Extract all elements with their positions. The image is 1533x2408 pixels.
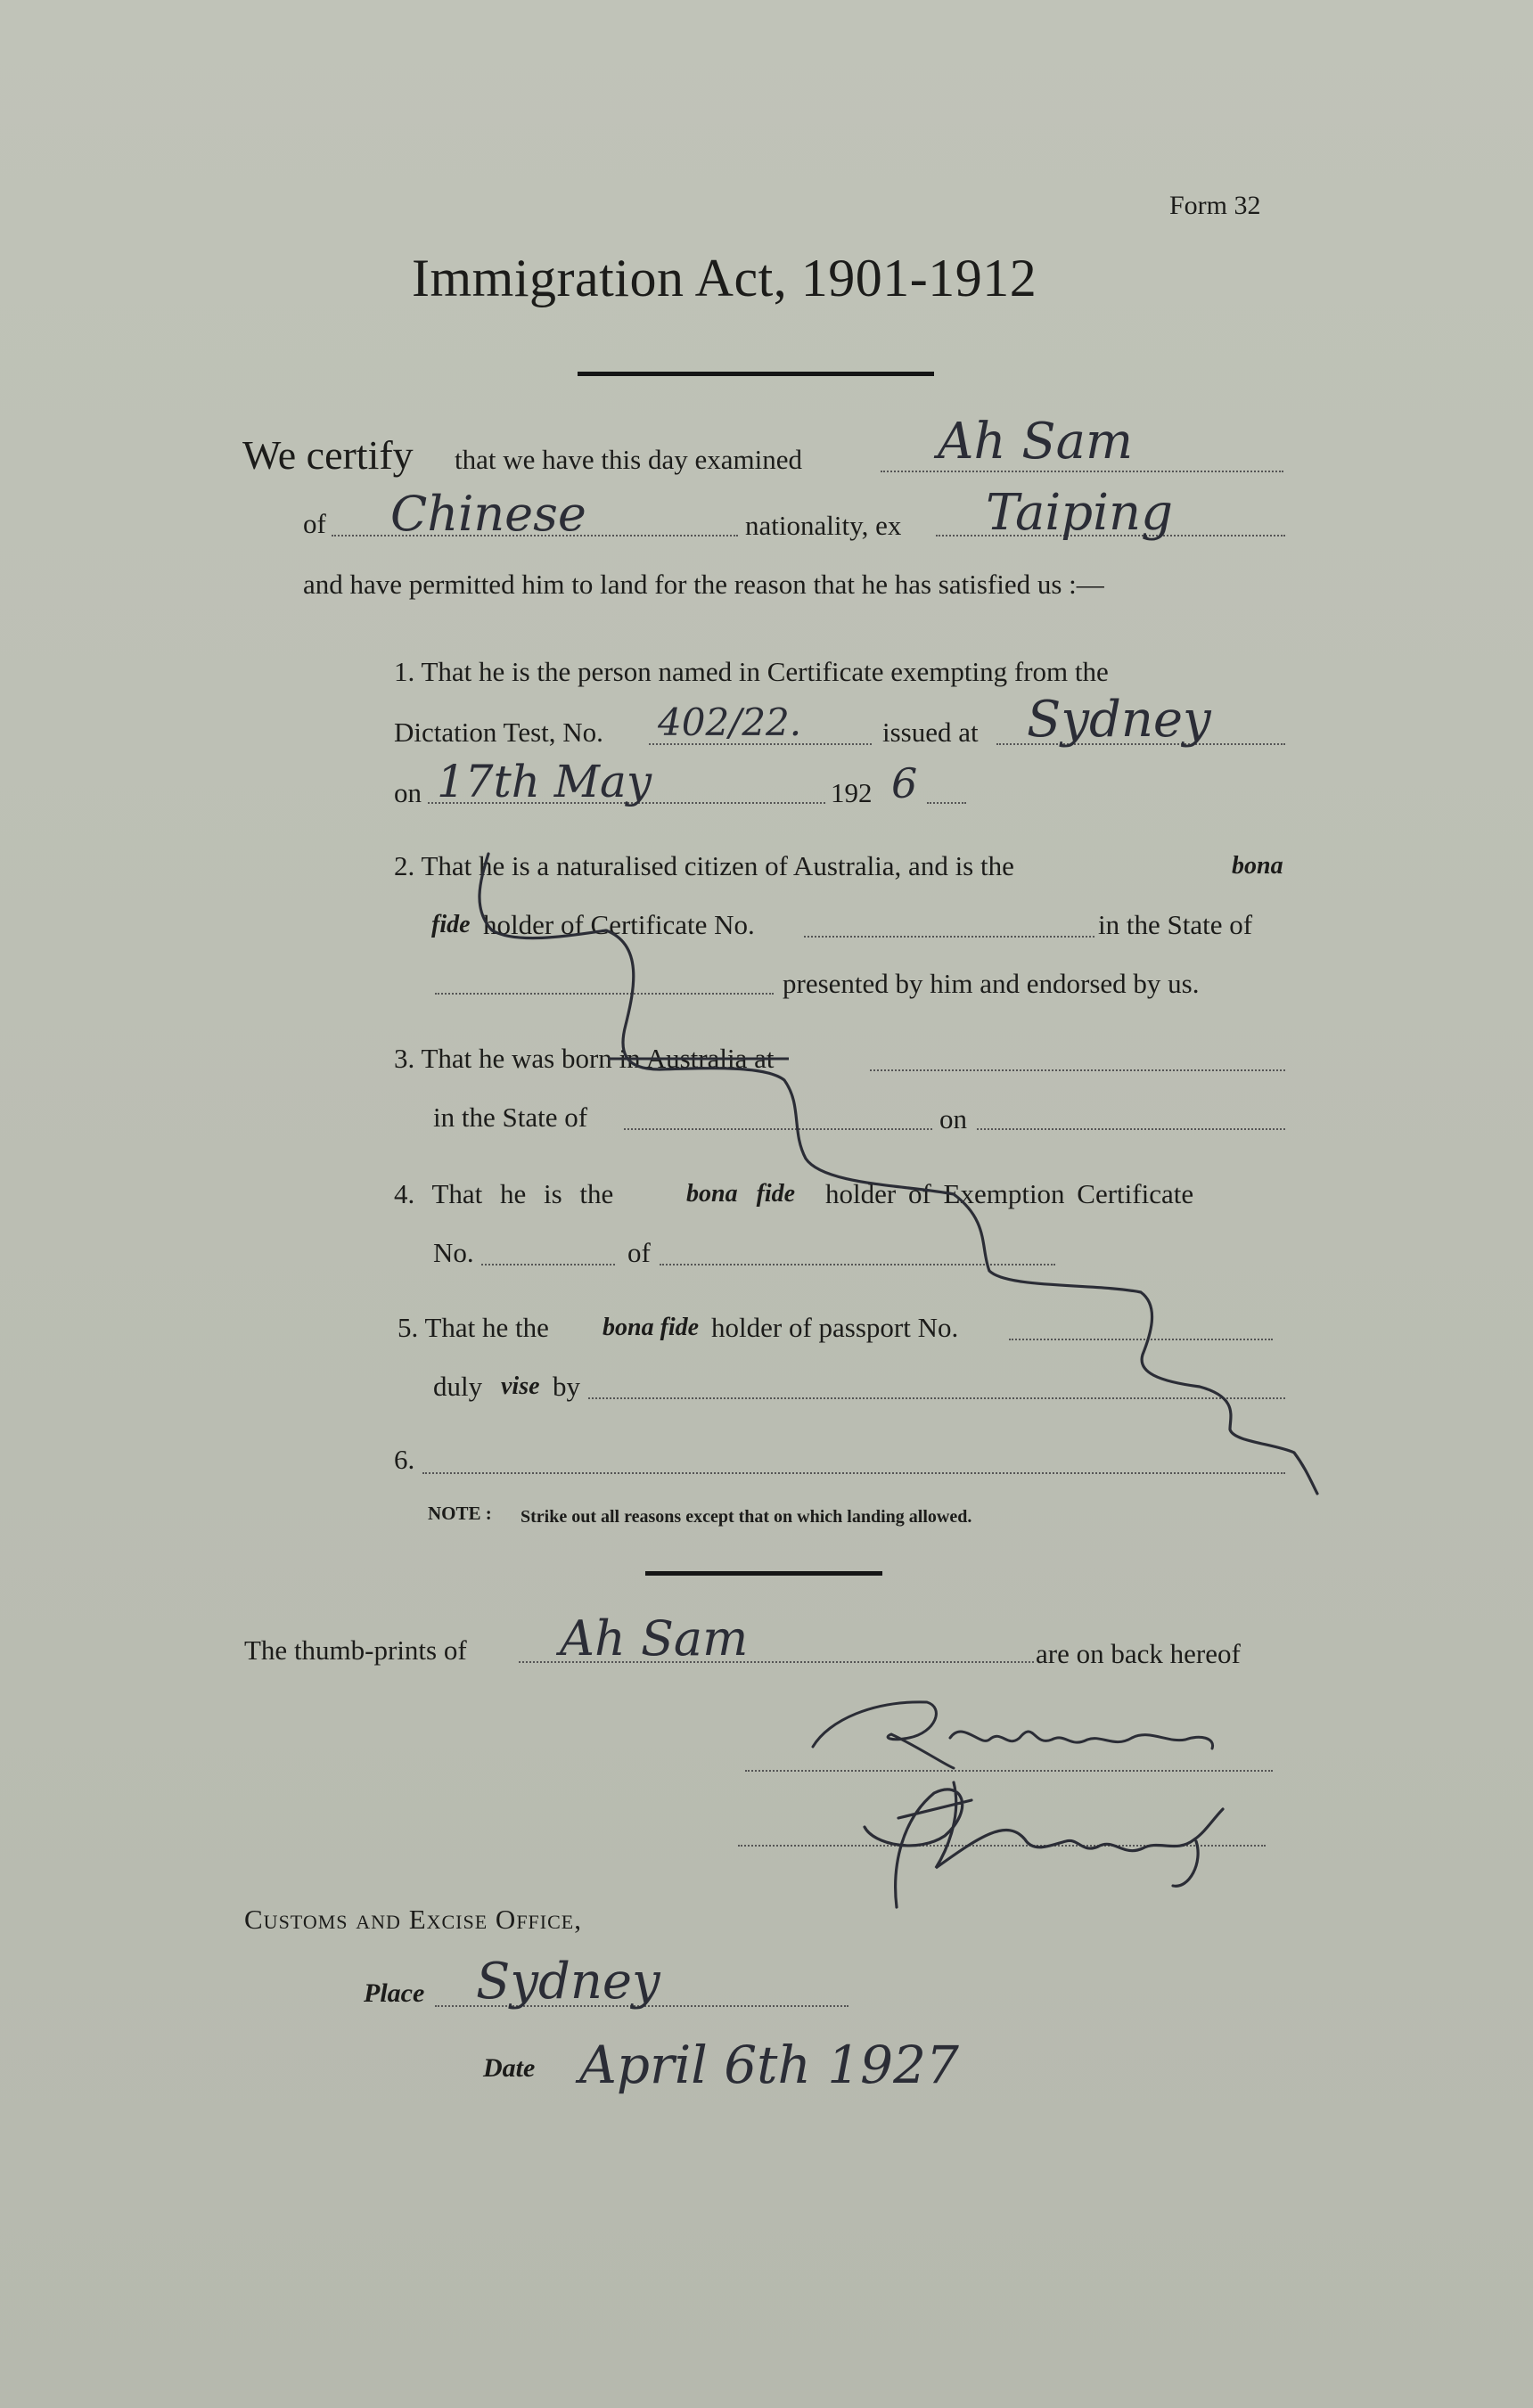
reason-2-line-3: presented by him and endorsed by us. bbox=[783, 968, 1200, 999]
reason-4-no-label: No. bbox=[433, 1237, 474, 1268]
on-label: on bbox=[394, 777, 422, 808]
reason-5-by: by bbox=[553, 1371, 580, 1402]
reason-5-bona-fide: bona fide bbox=[603, 1314, 700, 1341]
year-suffix-handwritten: 6 bbox=[891, 759, 918, 807]
of-label: of bbox=[303, 508, 326, 539]
form-title: Immigration Act, 1901-1912 bbox=[412, 249, 1037, 307]
reason-4-bona-fide: bona fide bbox=[686, 1180, 796, 1208]
issued-place-handwritten: Sydney bbox=[1027, 691, 1211, 749]
note-text: Strike out all reasons except that on which landing allowed. bbox=[521, 1507, 972, 1527]
thumb-prints-pre: The thumb-prints of bbox=[244, 1634, 467, 1666]
thumb-name-handwritten: Ah Sam bbox=[560, 1610, 749, 1667]
year-prefix: 192 bbox=[831, 777, 873, 808]
dictation-label: Dictation Test, No. bbox=[394, 717, 603, 748]
reason-3-on-label: on bbox=[939, 1103, 967, 1134]
form-number: Form 32 bbox=[1169, 191, 1261, 220]
issue-date-handwritten: 17th May bbox=[437, 756, 652, 807]
examined-name-handwritten: Ah Sam bbox=[938, 413, 1134, 471]
reason-4-post: holder of Exemption Certificate bbox=[825, 1178, 1194, 1209]
date-handwritten: April 6th 1927 bbox=[579, 2035, 959, 2095]
signature-1 bbox=[813, 1702, 1213, 1768]
dictation-number-handwritten: 402/22. bbox=[658, 700, 802, 744]
reason-1-line-1: 1. That he is the person named in Certificate exempting from the bbox=[394, 656, 1109, 687]
reason-4-of-label: of bbox=[627, 1237, 651, 1268]
reason-2-state-label: in the State of bbox=[1098, 909, 1253, 940]
place-handwritten: Sydney bbox=[476, 1953, 660, 2011]
office-title: Customs and Excise Office, bbox=[244, 1904, 582, 1935]
reason-2-line-1: 2. That he is a naturalised citizen of Australia, and is the bbox=[394, 850, 1014, 881]
reason-3-state-label: in the State of bbox=[433, 1102, 588, 1133]
reason-5-pre: 5. That he the bbox=[398, 1312, 549, 1343]
reason-2-bona: bona bbox=[1232, 852, 1283, 880]
ship-handwritten: Taiping bbox=[986, 484, 1173, 542]
reason-4-pre: 4. That he is the bbox=[394, 1178, 614, 1209]
reason-6-label: 6. bbox=[394, 1444, 415, 1475]
reason-5-vise: vise bbox=[501, 1372, 540, 1400]
nationality-label: nationality, ex bbox=[745, 510, 902, 541]
place-label: Place bbox=[364, 1978, 425, 2008]
permitted-line: and have permitted him to land for the reason that he has satisfied us :— bbox=[303, 569, 1104, 600]
note-label: NOTE : bbox=[428, 1503, 492, 1524]
date-label: Date bbox=[483, 2053, 536, 2083]
strike-out-wavy-line bbox=[480, 854, 1317, 1494]
reason-5-duly: duly bbox=[433, 1371, 483, 1402]
signature-2 bbox=[865, 1782, 1223, 1907]
nationality-handwritten: Chinese bbox=[390, 486, 586, 542]
certify-text: that we have this day examined bbox=[455, 444, 802, 475]
reason-2-fide: fide bbox=[431, 911, 471, 938]
thumb-prints-post: are on back hereof bbox=[1036, 1638, 1241, 1669]
certify-lead: We certify bbox=[242, 432, 414, 478]
reason-5-post: holder of passport No. bbox=[711, 1312, 959, 1343]
issued-at-label: issued at bbox=[882, 717, 979, 748]
reason-3-line-1: 3. That he was born in Australia at bbox=[394, 1043, 775, 1074]
reason-2-line-2: holder of Certificate No. bbox=[483, 909, 755, 940]
